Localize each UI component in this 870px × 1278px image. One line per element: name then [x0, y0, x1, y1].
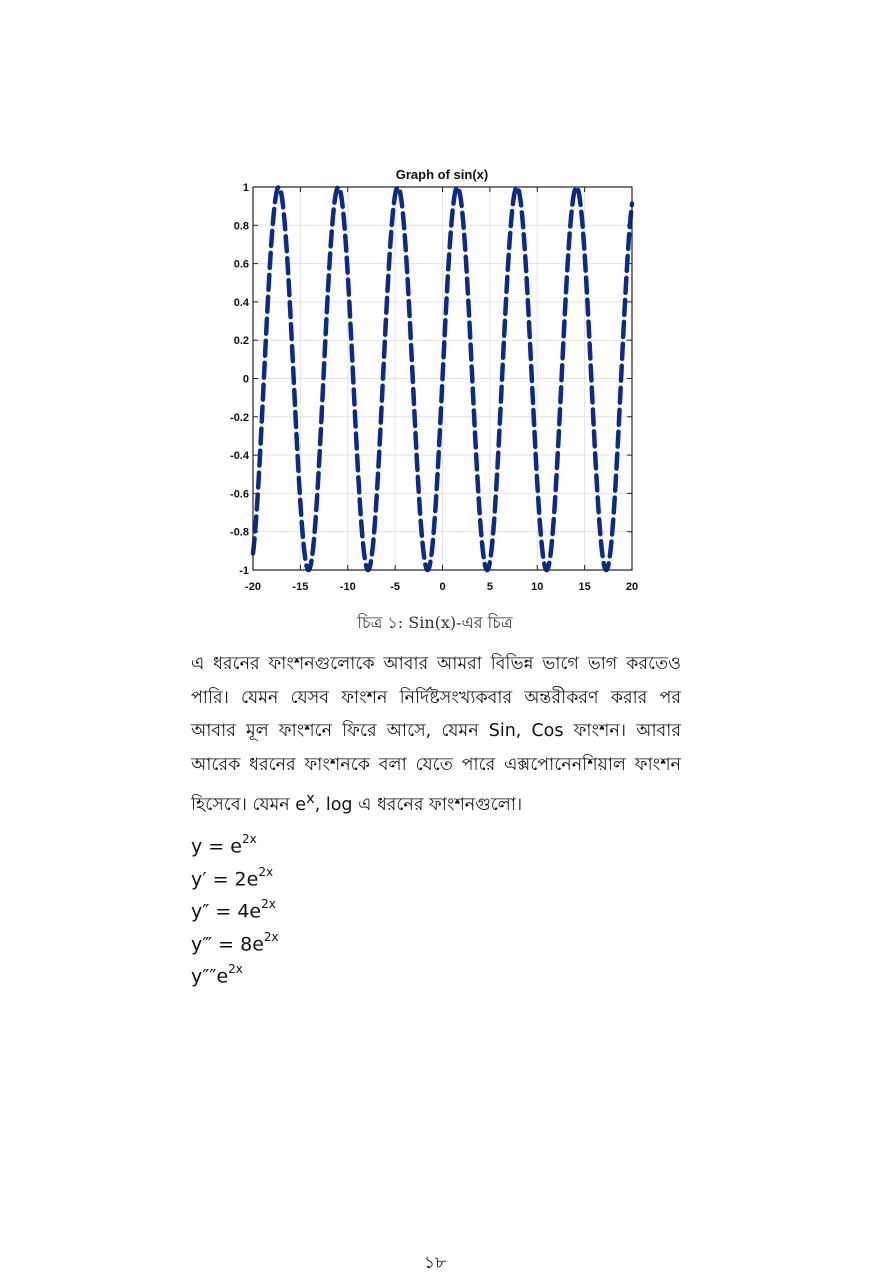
y-tick-label: -0.4 [230, 450, 249, 463]
equation: $y = e^{2x}$ [191, 832, 257, 858]
paragraph-text-2: , log এ ধরনের ফাংশনগুলো। [314, 794, 523, 815]
page-number: ১৮ [423, 1253, 447, 1273]
paragraph-sup: x [306, 790, 315, 807]
x-tick-label: -5 [390, 581, 401, 593]
y-tick-label: -0.6 [230, 488, 249, 501]
x-tick-label: 0 [439, 581, 446, 593]
y-axis-ticks [230, 182, 632, 577]
figure-caption: চিত্র ১: Sin(x)-এর চিত্র [357, 613, 513, 632]
body-paragraph [191, 648, 681, 822]
x-tick-label: 20 [625, 581, 639, 593]
x-tick-label: -20 [245, 581, 261, 593]
x-tick-label: 5 [486, 581, 493, 593]
y-tick-label: 0.8 [233, 220, 249, 233]
equation: y‴ = $8e^{2x}$ [191, 929, 279, 955]
y-tick-label: 0.6 [233, 258, 249, 271]
y-tick-label: -1 [239, 565, 249, 577]
equation: $y' = 2e^{2x}$ [191, 864, 274, 890]
equation: $y'' = 4e^{2x}$ [191, 897, 276, 923]
x-tick-label: 15 [578, 581, 591, 593]
paragraph-text-1: এ ধরনের ফাংশনগুলোকে আবার আমরা বিভিন্ন ভাগে ভাগ করতেও পারি। যেমন যেসব ফাংশন নির্দিষ্টসংখ্যকবার অন্তরীকরণ করার পর আবার মূল ফাংশনে ফিরে আসে, যেমন Sin, Cos ফাংশন। আবার আরেক ধরনের ফাংশনকে বলা যেতে পারে এক্সপোনেনশিয়াল ফাংশন হিসেবে। যেমন e [191, 654, 681, 815]
equations-block [191, 825, 279, 988]
x-tick-label: 10 [531, 581, 544, 593]
y-tick-label: 0 [242, 373, 249, 386]
y-tick-label: 0.2 [233, 335, 249, 348]
y-tick-label: 1 [242, 182, 249, 194]
equation: $y''''e^{2x}$ [191, 962, 243, 988]
chart-title: Graph of sin(x) [395, 167, 489, 182]
y-tick-label: -0.8 [230, 526, 249, 539]
x-tick-label: -10 [339, 581, 356, 593]
x-tick-label: -15 [292, 581, 309, 593]
y-tick-label: 0.4 [233, 296, 249, 309]
y-tick-label: -0.2 [230, 411, 249, 424]
